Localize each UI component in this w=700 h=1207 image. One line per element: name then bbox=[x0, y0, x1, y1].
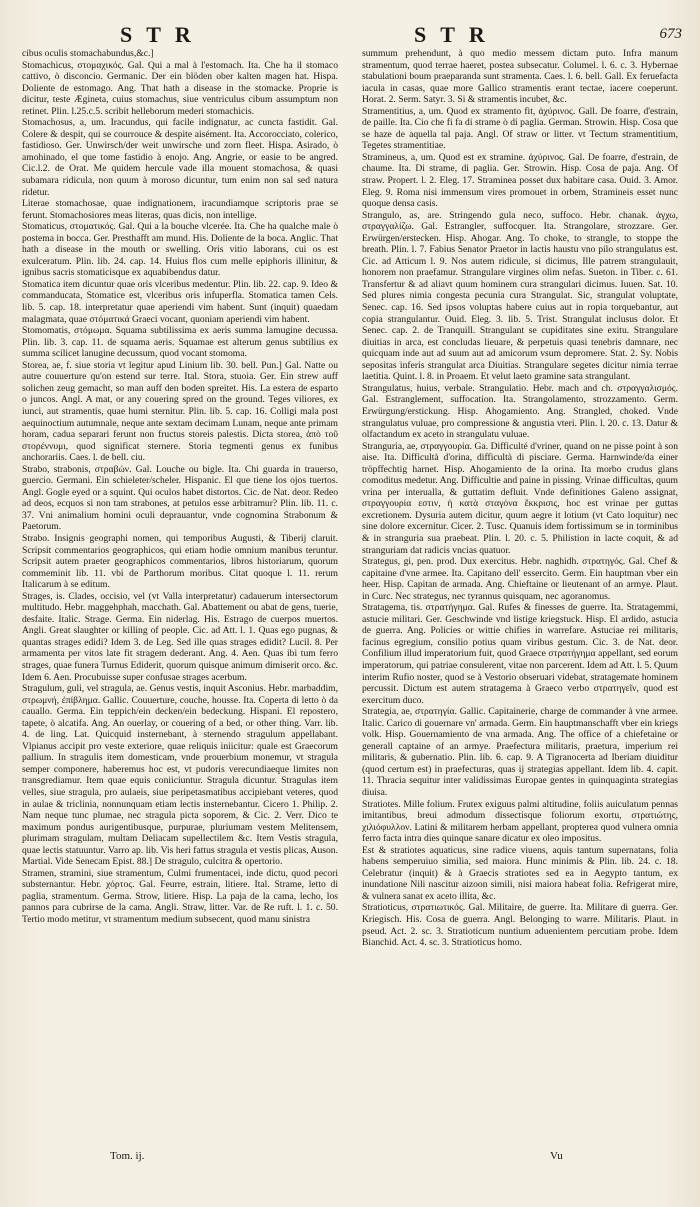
entry-paragraph: Strangulatus, huius, verbale. Strangulatio. Hebr. mach and ch. στραγγαλισμός. Gal. Estranglement, suffocation. Ita. Strangolamento, strozzamento. Germ. Erwürgung/erstickung. Hisp. Ahogamiento. Ang. Strangled, choked. Vnde strangulatus vuluae, pro compressione & angustia vteri. Plin. l. 20. c. 13. Datur & olfactandum ex aceto in strangulatu vuluae. bbox=[362, 382, 678, 441]
entry-paragraph: Stomachosus, a, um. Iracundus, qui facile indignatur, ac cuncta fastidit. Gal. Colere & despit, qui se courrouce & despite aisément. Ita. Accorocciato, colerico, fastidioso. Ger. Unwirsch/der weit unwirsche und zorn fleet. Hispa. Asirado, ò amohinado, el que tome fastidio à enojo. Ang. Angrie, or easie to be angred. Cic.l.2. de Orat. Me quidem hercule vade illa mouent stomachosa, & quasi subamara ridicula, non quum à moroso dicuntur, tum enim non sal sed natura ridetur. bbox=[22, 117, 338, 198]
entry-paragraph: Stomatica item dicuntur quae oris vlceribus medentur. Plin. lib. 22. cap. 9. Ideo & commanducata, Stomatice est, vlceribus oris infuperfla. Stomatica tamen Cels. lib. 5. cap. 18. interpretatur quae aperiendi vim habent. Sunt (inquit) quaedam malagmata, quae στόματικά Graeci vocant, quoniam aperiendi vim habent. bbox=[22, 278, 338, 325]
entry-paragraph: summum prehendunt, à quo medio messem dictam puto. Infra manum stramentum, quod terrae haeret, postea subsecatur. Columel. l. 6. c. 3. Hybernae stabulationi boum praeparanda sunt stramenta. Caes. l. 6. bell. Gall. Ex feruefacta iacula in casas, quae more Gallico stramentis erant tectae, iacere coeperunt. Horat. 2. Serm. Satyr. 3. Si & stramentis incubet, &c. bbox=[362, 48, 678, 106]
entry-paragraph: Stramentitius, a, um. Quod ex stramento fit, ἀχύρινος. Gall. De foarre, d'estrain, de paille. Ita. Cio che fi fa di strame ò di paglia. German. Strowin. Hisp. Cosa que se haze de aquella tal paja. Angl. Of straw or litter. vt Tectum stramentitium, Tegetes stramentitiae. bbox=[362, 105, 678, 152]
entry-paragraph: Est & stratiotes aquaticus, sine radice viuens, aquis tantum supernatans, folia habens semperuiuo similia, sed maiora. Hunc minimis & Plin. lib. 24. c. 18. Celebratur (inquit) & à Graecis stratiotes sed ea in Aegypto tantum, ex inundatione Nili nascitur aizoon simili, nisi maiora habeat folia. Refrigerat mire, & vulnera sanat ex aceto illita, &c. bbox=[362, 844, 678, 902]
entry-paragraph: Stomachicus, στομαχικός. Gal. Qui a mal à l'estomach. Ita. Che ha il stomaco cattivo, ò disconcio. Germanic. Der ein blöden ober kalten magen hat. Hispa. Doliente de estomago. Ang. That hath a disease in the stomacke. Proprie is dicitur, teste Ægineta, cuius stomachus, siue ventriculus cibum assumptum non retinet. Plin. l.25.c.5. scribit helleborum mederi stomachicis. bbox=[22, 59, 338, 117]
left-column bbox=[22, 48, 338, 1148]
catchword: Vu bbox=[550, 1150, 563, 1162]
entry-paragraph: Stranguria, ae, στραγγουρία. Ga. Difficulté d'vriner, quand on ne pisse point à son aise. Ita. Difficultà d'orina, difficultà di pisciare. Germa. Harnwinde/da einer tröpffechtig harnet. Hisp. Ahogamiento de la orina. Ita morbo crudus glans comoditus medetur. Ang. Difficultie and paine in pissing. Vrinae difficultas, quum vrina per interualla, & guttatim defluit. Vnde definitiones Galeno assignat, στραγγουρία εστιν, ἡ κατὰ σταγόνα ἔκκρισις, hoc est vrinae per guttas excretionem. Dysuria autem dicitur, quum aegre it lotium (vt Cato loquitur) nec sine dolore excernitur. Cicer. 2. Tusc. Quanuis idem fortissimum se in torminibus & in stranguria sua praebeat. Plin. l. 20. c. 5. Philistion in lacte coquit, & ad stranguriam dat radicis vncias quatuor. bbox=[362, 440, 678, 556]
running-head-left: STR bbox=[120, 22, 205, 47]
entry-paragraph: Stomaticus, στοματικός. Gal. Qui a la bouche vlcerée. Ita. Che ha qualche male ò postema in bocca. Ger. Presthafft am mund. His. Doliente de la boca. Anglic. That hath a disease in the mouth or swelling. Oris vitio laborans, cui os est exulceratum. Plin. lib. 24. cap. 14. Huius flos cum melle epiphoris illinitur, & ignibus sacris stomaticisque ex aquabibendus datur. bbox=[22, 221, 338, 279]
entry-paragraph: Storea, ae, f. siue storia vt legitur apud Linium lib. 30. bell. Pun.] Gal. Natte ou autre couuerture qu'on estend sur terre. Ital. Stora, stuoia. Ger. Ein strew auff solichen zeug gemacht, so man auff den boden spreitet. His. La estera de esparto o juncos. Angl. A mat, or any couering spred on the ground. Teges viliores, ex iunci, aut stramentis, quae humi sternitur. Plin. lib. 5. cap. 16. Colligi mala post aequinoctium autumnale, neque ante sextam decimam Lunam, neque ante primam horam, cadua separari ferunt non fructus storeis palestis. Dicta storea, ἀπὸ τοῦ στορέννυμι, quod significat sternere. Storia tegmenti genus ex funibus anchorariis. Caes. l. de bell. ciu. bbox=[22, 359, 338, 464]
entry-paragraph: Strategus, gi, pen. prod. Dux exercitus. Hebr. naghidh. στρατηγός. Gal. Chef & capitaine d'vne armee. Ita. Capitano dell' essercito. Germ. Ein hauptman vber ein heer. Hisp. Capitan de armada. Ang. Chieftaine or lieutenant of an armye. Plaut. in Curc. Nec strategus, nec tyrannus quisquam, nec agoranomus. bbox=[362, 556, 678, 602]
entry-paragraph: Literae stomachosae, quae indignationem, iracundiamque scriptoris prae se ferunt. Stomachosiores meas literas, quas dicis, non intellige. bbox=[22, 198, 338, 221]
entry-paragraph: Stramen, stramini, siue stramentum, Culmi frumentacei, inde dictu, quod pecori substernantur. Hebr. χόρτος. Gal. Feurre, estrain, litiere. Ital. Strame, letto di paglia, stramentum. Germa. Strow, litiere. Hisp. La paja de la cama, lecho, los pannos para cubrirse de la cama. Angli. Straw, litter. Var. de Re ruft. l. 1. c. 50. Tertio modo metitur, vt stramentum medium subsecent, quod manu sinistra bbox=[22, 867, 338, 926]
entry-paragraph: Strategia, ae, στρατηγία. Gallic. Capitainerie, charge de commander à vne armee. Italic. Carico di gouernare vn' armada. Germ. Ein hauptmanschafft vber ein kriegs volk. Hisp. Gouernamiento de vna armada. Ang. The office of a chiefetaine or generall captaine of an armye. Praefectura militaris, praetura, imperium rei militaris, & gubernatio. Plin. lib. 6. cap. 9. A Tigranocerta ad Iberiam diuiditur (quod certum est) in praefecturas, quas ij strategias appellant. Idem lib. 4. capit. 11. Thracia sequitur inter validissimas Europae gentes in quinquaginta strategias diuisa. bbox=[362, 706, 678, 798]
entry-paragraph: Strabo. Insignis geographi nomen, qui temporibus Augusti, & Tiberij claruit. Scripsit commentarios geographicos, qui etiam hodie omnium manibus teruntur. Scripsit autem praeter geographicos commentarios, libros historiarum, quorum commeminit lib. 11. vbi de Parthorum moribus. Citat quoque l. 11. rerum Italicarum à se editum. bbox=[22, 532, 338, 591]
page-footer bbox=[0, 1150, 700, 1170]
entry-paragraph: Strages, is. Clades, occisio, vel (vt Valla interpretatur) cadauerum intersectorum multitudo. Hebr. maggehphah, macchath. Gal. Abattement ou abat de gens, tuerie, desfaite. Italic. Strage. Germa. Ein niderlag. His. Estrago de cuerpos muertos. Angli. Great slaughter or killing of people. Cic. ad Att. l. 1. Quas ego pugnas, & quantas strages edidi? Idem 3. de Leg. Sed ille quas strages edidit? Lucil. 8. Per armamenta per vitos late fit stragem dederant. Ang. 4. Aen. Quas ibi tum ferro strages, quae funera Turnus Ediderit, quorum quisque animum dimiserit orco. &c. Idem 6. Aen. Procubuisse super confusae strages acerbum. bbox=[22, 590, 338, 683]
entry-paragraph: cibus oculis stomachabundus,&c.] bbox=[22, 48, 154, 59]
entry-paragraph: Stramineus, a, um. Quod est ex stramine. ἀχύρινος. Gal. De foarre, d'estrain, de chaume. Ita. Di strame, di paglia. Ger. Strowin. Hisp. Cosa de paja. Ang. Of straw. Propert. l. 2. Eleg. 17. Straminea posset dux habitare casa. Ouid. 3. Amor. Eleg. 9. Roma nisi immensum vires promouet in orbem, Stramineis esset nunc quoque densa casis. bbox=[362, 151, 678, 210]
page-number: 673 bbox=[659, 26, 682, 42]
entry-paragraph: Strangulo, as, are. Stringendo gula neco, suffoco. Hebr. chanak. ἀγχω, στραγγαλίζω. Gal. Estrangler, suffocquer. Ita. Strangolare, strozzare. Ger. Erwürgen/erstecken. Hisp. Ahogar. Ang. To choke, to strangle, to stoppe the breath. Plin. l. 7. Fabius Senator Praetor in lactis haustu vno pilo strangulatus est. Cic. ad Atticum l. 9. Nos autem ridicule, si dicimus, Ille patrem strangulauit, honorem non praefamur. Strangulare virgines olim nefas. Sueton. in Tiber. c. 61. Transfertur & ad aliavt quum hominem cura strangulari dicimus. Iuuen. Sat. 10. Sed plures nimia congesta pecunia cura Strangulat. Sic, strangulat voluptate, Senec. cap. 16. Sed ipsos voluptas habere cuius aut in ropia torquebantur, aut copia strangulantur. Ouid. Eleg. 3. lib. 5. Trist. Strangulat inclusus dolor. Et Senec. cap. 2. de Tranquill. Strangulant se cupiditates sine exitu. Strangulare diuitias in arca, est concludas lieuare, & perpetuis quasi tenebris damnare, nec quicquam inde aut ad suum aut ad amicorum vsum depromere. Stat. 2. Sy. Nobis sepositas inferis strangulat arca Diuitias. Strangulare segetes dicitur nimia terrae laetitia. Quint. l. 8. in Proaem. Et velut laeto gramine sata strangulant. bbox=[362, 209, 678, 383]
entry-paragraph: Stratagema, tis. στρατήγημα. Gal. Rufes & finesses de guerre. Ita. Stratagemmi, astucie militari. Ger. Geschwinde vnd listige kriegstuck. Hisp. El ardido, astucia de guerra. Ang. Policies or wittie chifies in warrefare. Astuciae rei militaris, facinus egregium, consilio potius quam viribus gestum. Cic. 3. de Nat. deor. Confilium illud imperatorium fuit, quod Graece στρατήγημα appellant, sed eorum imperatorum, qui patriae consulerent, vitae non parcerent. Idem ad Att. l. 5. Quum interim Rufio noster, quod se à Vestorio obseruari videbat, stratagemate hominem percussit. Dictum est autem stratagema à Graeco verbo στρατηγεῖν, quod est exercitum duco. bbox=[362, 602, 678, 706]
entry-paragraph: Stratioticus, στρατιωτικός. Gal. Militaire, de guerre. Ita. Militare di guerra. Ger. Kriegisch. His. Cosa de guerra. Angl. Belonging to warre. Militaris. Plaut. in pseud. Act. 2. sc. 3. Stratioticum nuntium aduenientem percutiam probe. Idem Bianchid. Act. 4. sc. 3. Stratioticus homo. bbox=[362, 902, 678, 949]
text-columns bbox=[22, 48, 682, 1148]
signature-mark: Tom. ij. bbox=[110, 1150, 145, 1162]
right-column bbox=[362, 48, 678, 1148]
entry-paragraph: Stratiotes. Mille folium. Frutex exiguus palmi altitudine, foliis auiculatum pennas imitantibus, breui admodum dissectisque foliorum exortu, στρατιώτης, χιλιόφυλλον. Latini & militarem herbam appellant, propterea quod vulnera omnia ferro facta intra dies quinque sanare dicatur ex oleo impositus. bbox=[362, 798, 678, 845]
entry-paragraph: Stragulum, guli, vel stragula, ae. Genus vestis, inquit Asconius. Hebr. marbaddim, στρωμνή, ἐπίβλημα. Gallic. Couuerture, couche, housse. Ita. Coperta di letto ò da cauallo. Germa. Ein teppich/ein decken/ein bedeckung. Hispani. El repostero, tapete, ò alcatifa. Ang. An ouerlay, or couering of a bed, or other thing. Varr. lib. 4. de ling. Lat. Quicquid insternebant, à sternendo stragulum appellabant. Vlpianus accipit pro veste exteriore, quae reliquis iniicitur: quale est Graecorum pallium. In stragulis item domesticam, vnde prouerbium monemur, vt stragula semper componere, haberemus hoc est, vt pudoris verecundiaeque limites non transgrediamur. Item quae equis coniiciuntur. Stragula dicuntur. Stragulas item velles, siue stragula, pro aulaeis, siue peripetasmatibus accipiebant veteres, quod in aulae & triclinia, nonnunquam etiam lectis insternebantur. Cicero 1. Philip. 2. Nam neque tunc plumae, nec stragula picta soporem, & Cic. 2. Verr. Dico te maximum pondus aurigentibusque, purpurae, pluriumam vestem Melitensem, plurimam stragulam, multam Deliacam supellectilem &c. Item Vestis stragula, quae lectis statuuntur. Varro ap. lib. Vis heri fattus stragula et vestis plicas, Auson. Martial. Vide Senecam Epist. 88.] De stragulo, culcitra & opertorio. bbox=[22, 683, 338, 868]
entry-paragraph: Stomomatis, στόμωμα. Squama subtilissima ex aeris summa lamugine decussa. Plin. lib. 3. cap. 11. de squama aeris. Squamae est alterum genus subtilius ex summa scilicet lanugine decussum, quod vocant stomoma. bbox=[22, 325, 338, 360]
running-head-right: STR bbox=[414, 22, 499, 47]
entry-paragraph: Strabo, strabonis, στραβών. Gal. Louche ou bigle. Ita. Chi guarda in trauerso, guercio. Germani. Ein schieleter/scheler. Hispanic. El que tiene los ojos tuertos. Angl. Gogle eyed or a squint. Qui oculos habet distortos. Cic. de Nat. deor. Redeo ad deos, ecquos si non tam strabones, at petulos esse arbitramur? Plin. lib. 11. c. 37. Vni animalium homini oculi deprauantur, vnde cognomina Strabonum & Paetorum. bbox=[22, 463, 338, 533]
